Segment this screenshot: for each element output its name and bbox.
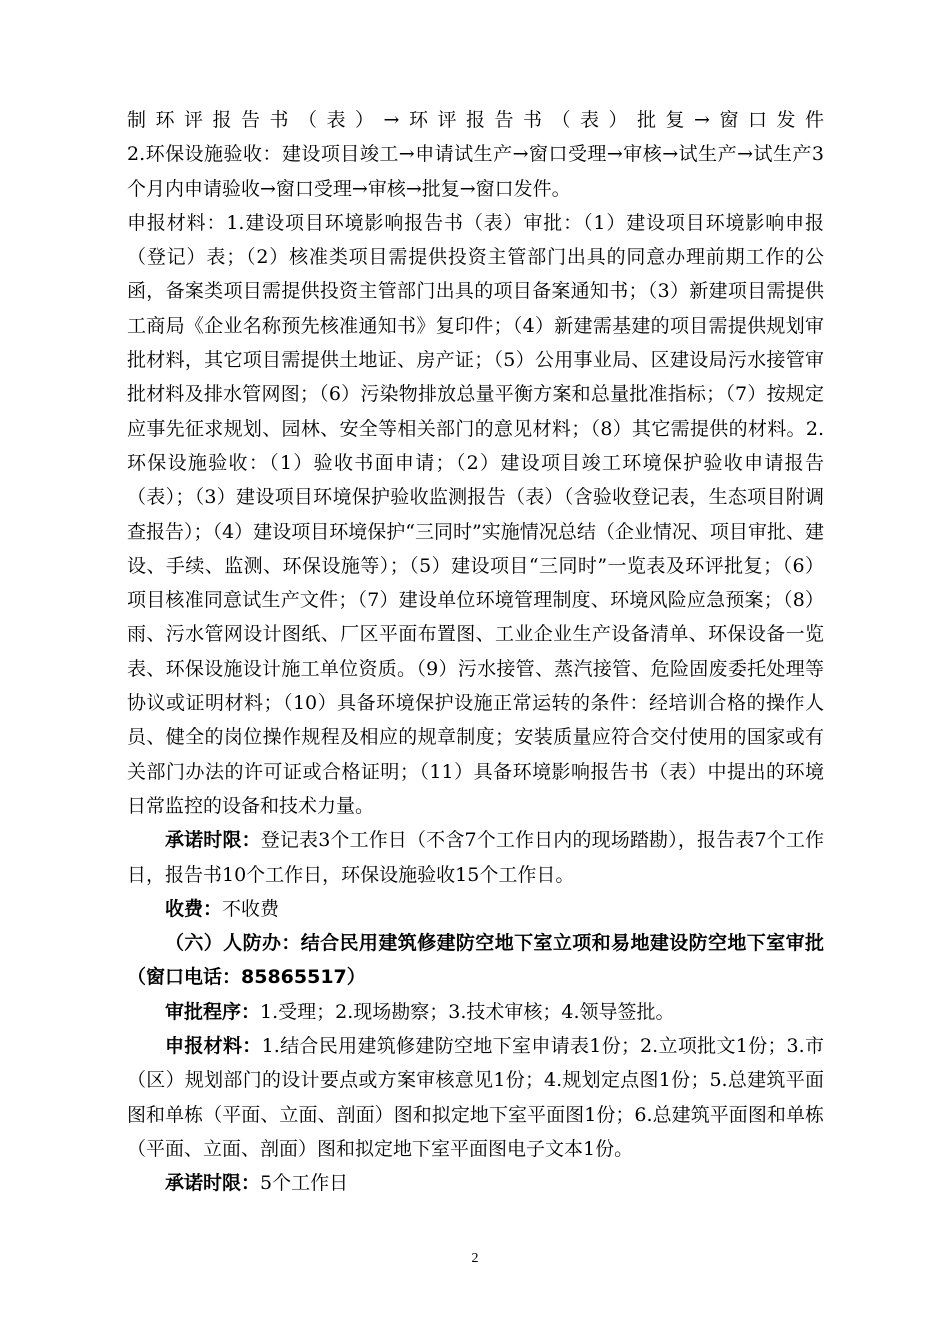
section6-materials-paragraph [127, 1029, 824, 1166]
env-time-limit-label: 承诺时限： [165, 829, 261, 852]
env-fee-paragraph [127, 892, 824, 926]
process-flow-continued: 制环评报告书（表）→环评报告书（表）批复→窗口发件 [127, 109, 824, 131]
section6-procedure-text: 1.受理；2.现场勘察；3.技术审核；4.领导签批。 [260, 1000, 675, 1023]
section6-procedure-label: 审批程序： [165, 1000, 261, 1023]
section6-time-limit-text: 5个工作日 [260, 1172, 349, 1195]
section6-procedure-paragraph [127, 995, 824, 1029]
env-time-limit-text: 登记表3个工作日（不含7个工作日内的现场踏勘），报告表7个工作日，报告书10个工作日，环保设施验收15个工作日。 [127, 829, 824, 886]
page-number: 2 [471, 1251, 479, 1266]
section6-time-limit-label: 承诺时限： [165, 1172, 261, 1195]
env-acceptance-flow: 2.环保设施验收：建设项目竣工→申请试生产→窗口受理→审核→试生产→试生产3个月内申请验收→窗口受理→审核→批复→窗口发件。 [127, 143, 824, 200]
env-fee-text: 不收费 [222, 897, 280, 920]
env-time-limit-paragraph [127, 823, 824, 892]
env-materials-paragraph [127, 206, 824, 823]
env-materials-text: 1.建设项目环境影响报告书（表）审批：（1）建设项目环境影响申报（登记）表；（2）核准类项目需提供投资主管部门出具的同意办理前期工作的公函，备案类项目需提供投资主管部门出具的项目备案通知书；（3）新建项目需提供工商局《企业名称预先核准通知书》复印件；（4）新建需基建的项目需提供规划审批材料，其它项目需提供土地证、房产证；（5）公用事业局、区建设局污水接管审批材料及排水管网图；（6）污染物排放总量平衡方案和总量批准指标；（7）按规定应事先征求规划、园林、安全等相关部门的意见材料；（8）其它需提供的材料。2.环保设施验收：（1）验收书面申请；（2）建设项目竣工环境保护验收申请报告（表）；（3）建设项目环境保护验收监测报告（表）（含验收登记表，生态项目附调查报告）；（4）建设项目环境保护“三同时”实施情况总结（企业情况、项目审批、建设、手续、监测、环保设施等）；（5）建设项目“三同时”一览表及环评批复；（6）项目核准同意试生产文件；（7）建设单位环境管理制度、环境风险应急预案；（8）雨、污水管网设计图纸、厂区平面布置图、工业企业生产设备清单、环保设备一览表、环保设施设计施工单位资质。（9）污水接管、蒸汽接管、危险固废委托处理等协议或证明材料；（10）具备环境保护设施正常运转的条件：经培训合格的操作人员、健全的岗位操作规程及相应的规章制度；安装质量应符合交付使用的国家或有关部门办法的许可证或合格证明；（11）具备环境影响报告书（表）中提出的环境日常监控的设备和技术力量。 [127, 211, 824, 817]
env-materials-label: 申报材料： [127, 211, 227, 234]
section6-materials-text: 1.结合民用建筑修建防空地下室申请表1份；2.立项批文1份；3.市（区）规划部门的设计要点或方案审核意见1份；4.规划定点图1份；5.总建筑平面图和单栋（平面、立面、剖面）图和拟定地下室平面图1份；6.总建筑平面图和单栋（平面、立面、剖面）图和拟定地下室平面图电子文本1份。 [127, 1035, 824, 1160]
document-body [127, 103, 824, 1201]
section6-time-limit-paragraph [127, 1166, 824, 1200]
env-fee-label: 收费： [165, 897, 223, 920]
section-heading-civil-air-defense: （六）人防办：结合民用建筑修建防空地下室立项和易地建设防空地下室审批（窗口电话：85865517） [127, 932, 824, 989]
section6-materials-label: 申报材料： [165, 1035, 262, 1058]
